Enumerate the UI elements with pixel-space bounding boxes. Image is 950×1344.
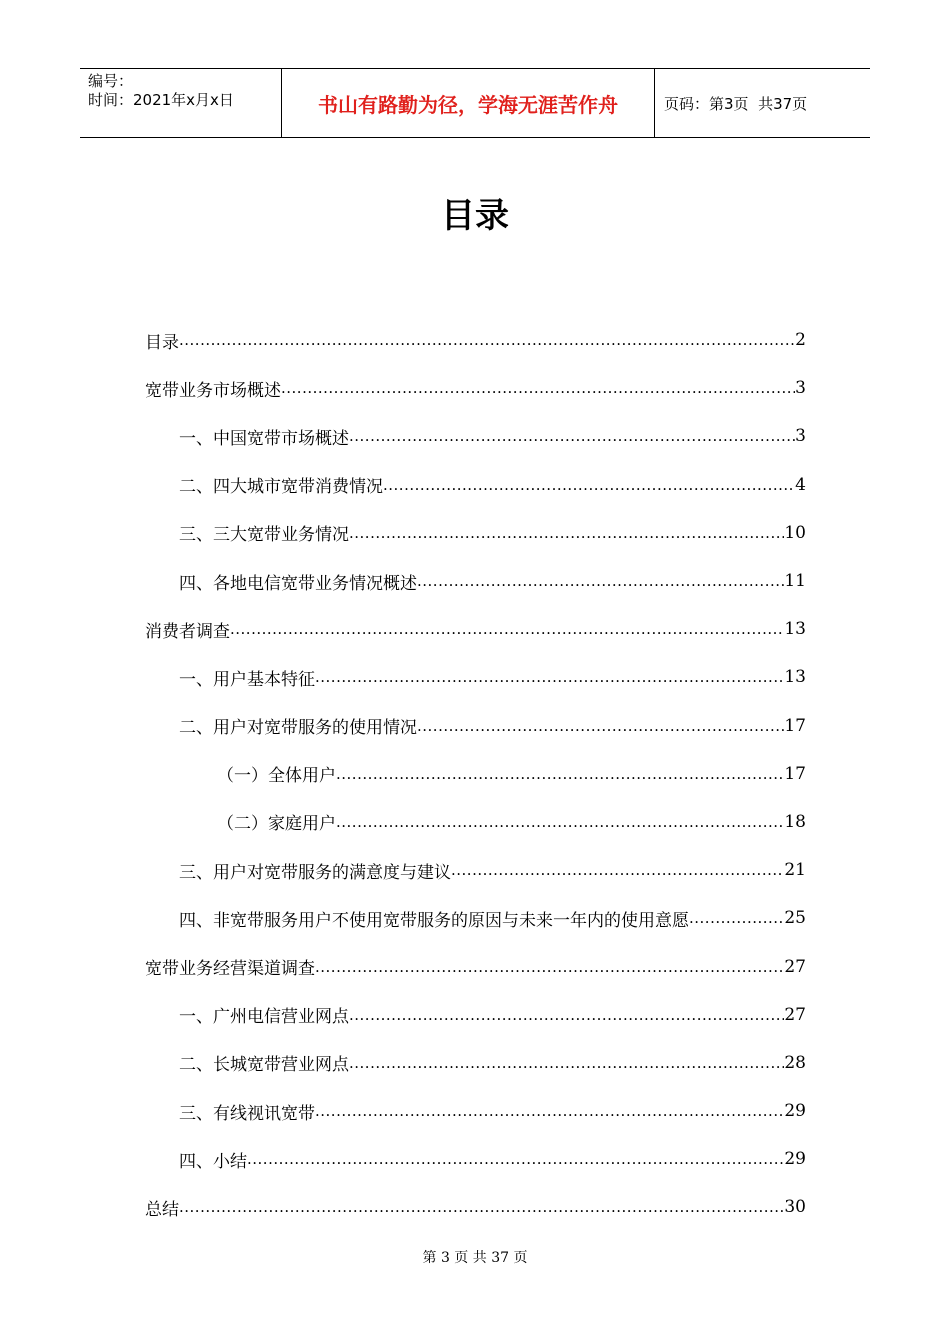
toc-entry[interactable] xyxy=(145,942,806,990)
toc-dot-leader xyxy=(349,1053,784,1073)
header-meta-cell xyxy=(80,69,281,137)
toc-entry[interactable] xyxy=(145,702,806,750)
toc-dot-leader xyxy=(349,1005,784,1025)
toc-entry-page-number: 21 xyxy=(784,860,806,881)
toc-entry-label: 二、用户对宽带服务的使用情况 xyxy=(179,718,417,739)
toc-entry-page-number: 11 xyxy=(784,571,806,592)
toc-dot-leader xyxy=(336,764,784,784)
page-title: 目录 xyxy=(441,196,509,236)
toc-entry[interactable] xyxy=(145,364,806,412)
header-motto: 书山有路勤为径，学海无涯苦作舟 xyxy=(318,92,618,117)
toc-dot-leader xyxy=(281,378,795,398)
toc-entry[interactable] xyxy=(145,1183,806,1231)
toc-entry-page-number: 13 xyxy=(784,619,806,640)
toc-entry-label: 三、用户对宽带服务的满意度与建议 xyxy=(179,862,451,883)
toc-entry[interactable] xyxy=(145,1087,806,1135)
toc-entry-page-number: 25 xyxy=(784,908,806,929)
toc-entry[interactable] xyxy=(145,412,806,460)
toc-entry-page-number: 30 xyxy=(784,1197,806,1218)
toc-entry-label: 总结 xyxy=(145,1199,179,1220)
toc-entry[interactable] xyxy=(145,461,806,509)
toc-entry-page-number: 2 xyxy=(795,330,806,351)
toc-entry[interactable] xyxy=(145,991,806,1039)
toc-entry[interactable] xyxy=(145,798,806,846)
toc-dot-leader xyxy=(315,957,784,977)
toc-dot-leader xyxy=(383,475,795,495)
toc-dot-leader xyxy=(349,426,795,446)
header-page-cell xyxy=(655,69,870,137)
toc-entry[interactable] xyxy=(145,1039,806,1087)
page-header xyxy=(80,68,870,138)
toc-entry-page-number: 3 xyxy=(795,378,806,399)
page-footer xyxy=(0,1247,950,1267)
toc-dot-leader xyxy=(247,1149,784,1169)
toc-entry-page-number: 3 xyxy=(795,426,806,447)
toc-dot-leader xyxy=(315,667,784,687)
table-of-contents xyxy=(145,316,806,1232)
toc-entry-label: 一、中国宽带市场概述 xyxy=(179,428,349,449)
toc-entry-page-number: 10 xyxy=(784,522,806,543)
toc-entry-label: 目录 xyxy=(145,332,179,353)
toc-entry-label: 一、广州电信营业网点 xyxy=(179,1007,349,1028)
toc-entry[interactable] xyxy=(145,316,806,364)
toc-entry-label: 三、有线视讯宽带 xyxy=(179,1103,315,1124)
toc-entry-label: （二）家庭用户 xyxy=(217,814,336,835)
toc-entry[interactable] xyxy=(145,1135,806,1183)
toc-dot-leader xyxy=(179,1197,784,1217)
toc-dot-leader xyxy=(417,571,784,591)
toc-entry-page-number: 27 xyxy=(784,956,806,977)
toc-dot-leader xyxy=(179,330,795,350)
toc-entry-page-number: 13 xyxy=(784,667,806,688)
toc-dot-leader xyxy=(417,716,784,736)
toc-entry-page-number: 17 xyxy=(784,763,806,784)
toc-entry-label: 消费者调查 xyxy=(145,621,230,642)
toc-entry[interactable] xyxy=(145,653,806,701)
toc-entry-label: 四、小结 xyxy=(179,1151,247,1172)
toc-dot-leader xyxy=(349,523,784,543)
toc-dot-leader xyxy=(336,812,784,832)
toc-entry[interactable] xyxy=(145,894,806,942)
document-number-label: 编号： xyxy=(88,72,134,90)
toc-entry-label: 一、用户基本特征 xyxy=(179,669,315,690)
toc-entry-page-number: 17 xyxy=(784,715,806,736)
header-motto-cell xyxy=(281,69,655,137)
toc-entry[interactable] xyxy=(145,509,806,557)
toc-entry-label: 宽带业务市场概述 xyxy=(145,380,281,401)
toc-entry-page-number: 29 xyxy=(784,1149,806,1170)
toc-entry[interactable] xyxy=(145,605,806,653)
toc-entry-label: 四、非宽带服务用户不使用宽带服务的原因与未来一年内的使用意愿 xyxy=(179,910,689,931)
toc-dot-leader xyxy=(451,860,784,880)
toc-entry-label: 四、各地电信宽带业务情况概述 xyxy=(179,573,417,594)
toc-entry-page-number: 29 xyxy=(784,1101,806,1122)
document-time-label: 时间：2021年x月x日 xyxy=(88,91,234,109)
toc-entry[interactable] xyxy=(145,557,806,605)
toc-dot-leader xyxy=(315,1101,784,1121)
toc-entry-page-number: 27 xyxy=(784,1004,806,1025)
toc-entry-label: 二、四大城市宽带消费情况 xyxy=(179,477,383,498)
toc-entry-page-number: 28 xyxy=(784,1052,806,1073)
toc-entry[interactable] xyxy=(145,750,806,798)
toc-entry[interactable] xyxy=(145,846,806,894)
header-page-info: 页码：第3页 共37页 xyxy=(664,94,808,113)
toc-entry-label: （一）全体用户 xyxy=(217,766,336,787)
footer-page-number: 第 3 页 共 37 页 xyxy=(422,1250,528,1266)
toc-entry-label: 三、三大宽带业务情况 xyxy=(179,525,349,546)
toc-entry-page-number: 18 xyxy=(784,811,806,832)
toc-dot-leader xyxy=(230,619,784,639)
toc-entry-page-number: 4 xyxy=(795,474,806,495)
toc-entry-label: 二、长城宽带营业网点 xyxy=(179,1055,349,1076)
toc-dot-leader xyxy=(689,908,784,928)
toc-entry-label: 宽带业务经营渠道调查 xyxy=(145,959,315,980)
